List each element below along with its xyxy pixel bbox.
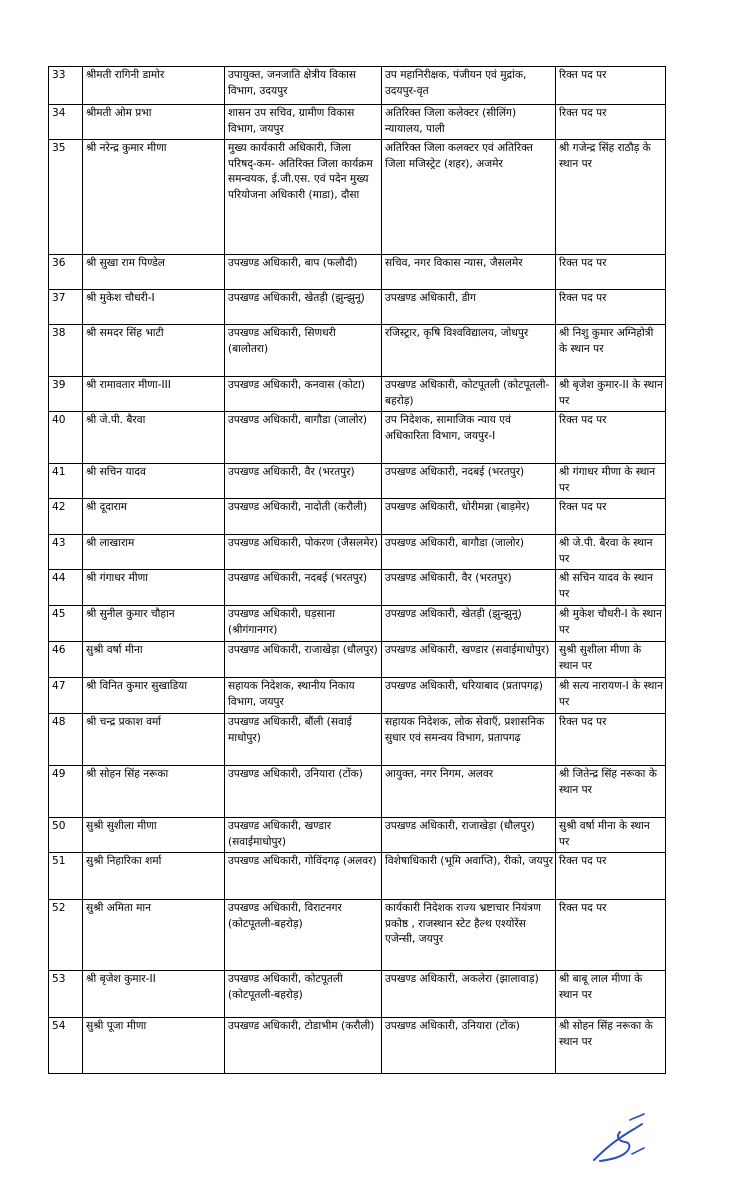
current-post: उपखण्ड अधिकारी, राजाखेड़ा (धौलपुर) [225, 642, 382, 678]
row-number: 51 [49, 853, 83, 900]
new-post: आयुक्त, नगर निगम, अलवर [382, 766, 556, 818]
row-number: 47 [49, 678, 83, 714]
officer-name: श्रीमती ओम प्रभा [83, 105, 225, 140]
new-post: उपखण्ड अधिकारी, बागौडा (जालोर) [382, 535, 556, 570]
current-post: उपखण्ड अधिकारी, बाप (फलौदी) [225, 255, 382, 290]
row-number: 49 [49, 766, 83, 818]
table-row [49, 900, 666, 971]
officer-name: सुश्री अमिता मान [83, 900, 225, 971]
remark-cell: रिक्त पद पर [556, 853, 666, 900]
table-row [49, 464, 666, 499]
new-post: उपखण्ड अधिकारी, डीग [382, 290, 556, 325]
current-post: उपखण्ड अधिकारी, नादोती (करौली) [225, 499, 382, 535]
new-post: उपखण्ड अधिकारी, राजाखेड़ा (धौलपुर) [382, 818, 556, 853]
officer-name: श्री सुखा राम पिण्डेल [83, 255, 225, 290]
new-post: उप महानिरीक्षक, पंजीयन एवं मुद्रांक, उदयपुर-वृत [382, 67, 556, 105]
new-post: उपखण्ड अधिकारी, नदबई (भरतपुर) [382, 464, 556, 499]
remark-cell: श्री बृजेश कुमार-II के स्थान पर [556, 377, 666, 412]
remark-cell: श्री मुकेश चौधरी-I के स्थान पर [556, 606, 666, 642]
remark-cell: सुश्री सुशीला मीणा के स्थान पर [556, 642, 666, 678]
table-row [49, 853, 666, 900]
signature-icon [580, 1110, 650, 1170]
row-number: 41 [49, 464, 83, 499]
remark-cell: श्री बाबू लाल मीणा के स्थान पर [556, 971, 666, 1018]
table-row [49, 642, 666, 678]
row-number: 39 [49, 377, 83, 412]
new-post: उपखण्ड अधिकारी, अकलेरा (झालावाड़) [382, 971, 556, 1018]
remark-cell: रिक्त पद पर [556, 105, 666, 140]
officer-name: सुश्री सुशीला मीणा [83, 818, 225, 853]
row-number: 36 [49, 255, 83, 290]
table-row [49, 140, 666, 255]
new-post: सहायक निदेशक, लोक सेवाएँ, प्रशासनिक सुधार एवं समन्वय विभाग, प्रतापगढ़ [382, 714, 556, 766]
row-number: 34 [49, 105, 83, 140]
transfer-table-body [49, 67, 666, 1074]
remark-cell: श्री गंगाधर मीणा के स्थान पर [556, 464, 666, 499]
remark-cell: सुश्री वर्षा मीना के स्थान पर [556, 818, 666, 853]
current-post: मुख्य कार्यकारी अधिकारी, जिला परिषद्-कम- अतिरिक्त जिला कार्यक्रम समन्वयक, ई.जी.एस. एवं पदेन मुख्य परियोजना अधिकारी (माडा), दौसा [225, 140, 382, 255]
row-number: 42 [49, 499, 83, 535]
new-post: उपखण्ड अधिकारी, खण्डार (सवाईमाधोपुर) [382, 642, 556, 678]
remark-cell: श्री सत्य नारायण-I के स्थान पर [556, 678, 666, 714]
current-post: उपखण्ड अधिकारी, घड़साना (श्रीगंगानगर) [225, 606, 382, 642]
table-row [49, 290, 666, 325]
remark-cell: श्री सचिन यादव के स्थान पर [556, 570, 666, 606]
new-post: उपखण्ड अधिकारी, धरियाबाद (प्रतापगढ़) [382, 678, 556, 714]
row-number: 54 [49, 1018, 83, 1074]
officer-name: श्री गंगाधर मीणा [83, 570, 225, 606]
current-post: उपखण्ड अधिकारी, कोटपूतली (कोटपूतली-बहरोड़) [225, 971, 382, 1018]
new-post: उपखण्ड अधिकारी, कोटपूतली (कोटपूतली-बहरोड़) [382, 377, 556, 412]
table-row [49, 535, 666, 570]
table-row [49, 67, 666, 105]
row-number: 37 [49, 290, 83, 325]
new-post: उप निदेशक, सामाजिक न्याय एवं अधिकारिता विभाग, जयपुर-I [382, 412, 556, 464]
current-post: उपखण्ड अधिकारी, खेतड़ी (झुन्झुनू) [225, 290, 382, 325]
table-row [49, 325, 666, 377]
new-post: उपखण्ड अधिकारी, धोरीमन्ना (बाड़मेर) [382, 499, 556, 535]
remark-cell: रिक्त पद पर [556, 412, 666, 464]
remark-cell: श्री जे.पी. बैरवा के स्थान पर [556, 535, 666, 570]
current-post: उपखण्ड अधिकारी, खण्डार (सवाईमाधोपुर) [225, 818, 382, 853]
table-row [49, 377, 666, 412]
remark-cell: रिक्त पद पर [556, 290, 666, 325]
current-post: उपखण्ड अधिकारी, गोविंदगढ़ (अलवर) [225, 853, 382, 900]
officer-name: श्री सुनील कुमार चौहान [83, 606, 225, 642]
table-row [49, 412, 666, 464]
current-post: उपखण्ड अधिकारी, बागौडा (जालोर) [225, 412, 382, 464]
current-post: सहायक निदेशक, स्थानीय निकाय विभाग, जयपुर [225, 678, 382, 714]
table-row [49, 714, 666, 766]
row-number: 45 [49, 606, 83, 642]
new-post: उपखण्ड अधिकारी, खेतड़ी (झुन्झुनू) [382, 606, 556, 642]
row-number: 35 [49, 140, 83, 255]
officer-name: श्री रामावतार मीणा-III [83, 377, 225, 412]
officer-name: श्री नरेन्द्र कुमार मीणा [83, 140, 225, 255]
table-row [49, 678, 666, 714]
current-post: उपखण्ड अधिकारी, कनवास (कोटा) [225, 377, 382, 412]
table-row [49, 1018, 666, 1074]
officer-name: सुश्री पूजा मीणा [83, 1018, 225, 1074]
remark-cell: रिक्त पद पर [556, 900, 666, 971]
row-number: 44 [49, 570, 83, 606]
row-number: 43 [49, 535, 83, 570]
row-number: 48 [49, 714, 83, 766]
current-post: उपखण्ड अधिकारी, पोकरण (जैसलमेर) [225, 535, 382, 570]
new-post: कार्यकारी निदेशक राज्य भ्रष्टाचार नियंत्रण प्रकोष्ठ , राजस्थान स्टेट हैल्थ एश्योरेंस एजेन्सी, जयपुर [382, 900, 556, 971]
new-post: उपखण्ड अधिकारी, वैर (भरतपुर) [382, 570, 556, 606]
officer-name: श्री जे.पी. बैरवा [83, 412, 225, 464]
current-post: उपखण्ड अधिकारी, विराटनगर (कोटपूतली-बहरोड़) [225, 900, 382, 971]
remark-cell: श्री निशु कुमार अग्निहोत्री के स्थान पर [556, 325, 666, 377]
officer-name: श्री दूदाराम [83, 499, 225, 535]
row-number: 33 [49, 67, 83, 105]
table-row [49, 105, 666, 140]
current-post: उपखण्ड अधिकारी, वैर (भरतपुर) [225, 464, 382, 499]
new-post: रजिस्ट्रार, कृषि विश्वविद्यालय, जोधपुर [382, 325, 556, 377]
current-post: उपखण्ड अधिकारी, टोडाभीम (करौली) [225, 1018, 382, 1074]
new-post: विशेषाधिकारी (भूमि अवाप्ति), रीको, जयपुर [382, 853, 556, 900]
table-row [49, 971, 666, 1018]
remark-cell: रिक्त पद पर [556, 499, 666, 535]
row-number: 38 [49, 325, 83, 377]
officer-name: श्री सोहन सिंह नरूका [83, 766, 225, 818]
officer-name: श्री सचिन यादव [83, 464, 225, 499]
current-post: उपखण्ड अधिकारी, नदबई (भरतपुर) [225, 570, 382, 606]
officer-name: सुश्री निहारिका शर्मा [83, 853, 225, 900]
remark-cell: श्री जितेन्द्र सिंह नरूका के स्थान पर [556, 766, 666, 818]
remark-cell: रिक्त पद पर [556, 67, 666, 105]
new-post: अतिरिक्त जिला कलक्टर एवं अतिरिक्त जिला मजिस्ट्रेट (शहर), अजमेर [382, 140, 556, 255]
table-row [49, 818, 666, 853]
current-post: उपखण्ड अधिकारी, बौंली (सवाई माधोपुर) [225, 714, 382, 766]
transfer-table [48, 66, 666, 1074]
officer-name: श्री लाखाराम [83, 535, 225, 570]
officer-name: श्री समदर सिंह भाटी [83, 325, 225, 377]
remark-cell: रिक्त पद पर [556, 714, 666, 766]
row-number: 50 [49, 818, 83, 853]
table-row [49, 255, 666, 290]
officer-name: सुश्री वर्षा मीना [83, 642, 225, 678]
table-row [49, 570, 666, 606]
remark-cell: श्री सोहन सिंह नरूका के स्थान पर [556, 1018, 666, 1074]
new-post: सचिव, नगर विकास न्यास, जैसलमेर [382, 255, 556, 290]
current-post: उपायुक्त, जनजाति क्षेत्रीय विकास विभाग, उदयपुर [225, 67, 382, 105]
current-post: उपखण्ड अधिकारी, सिणधरी (बालोतरा) [225, 325, 382, 377]
row-number: 53 [49, 971, 83, 1018]
officer-name: श्री बृजेश कुमार-II [83, 971, 225, 1018]
new-post: अतिरिक्त जिला कलेक्टर (सीलिंग) न्यायालय, पाली [382, 105, 556, 140]
officer-name: श्री चन्द्र प्रकाश वर्मा [83, 714, 225, 766]
table-row [49, 766, 666, 818]
row-number: 52 [49, 900, 83, 971]
officer-name: श्री विनित कुमार सुखाडिया [83, 678, 225, 714]
officer-name: श्रीमती रागिनी डामोर [83, 67, 225, 105]
row-number: 46 [49, 642, 83, 678]
table-row [49, 606, 666, 642]
table-row [49, 499, 666, 535]
remark-cell: श्री गजेन्द्र सिंह राठौड़ के स्थान पर [556, 140, 666, 255]
current-post: उपखण्ड अधिकारी, उनियारा (टोंक) [225, 766, 382, 818]
remark-cell: रिक्त पद पर [556, 255, 666, 290]
new-post: उपखण्ड अधिकारी, उनियारा (टोंक) [382, 1018, 556, 1074]
current-post: शासन उप सचिव, ग्रामीण विकास विभाग, जयपुर [225, 105, 382, 140]
officer-name: श्री मुकेश चौधरी-I [83, 290, 225, 325]
row-number: 40 [49, 412, 83, 464]
